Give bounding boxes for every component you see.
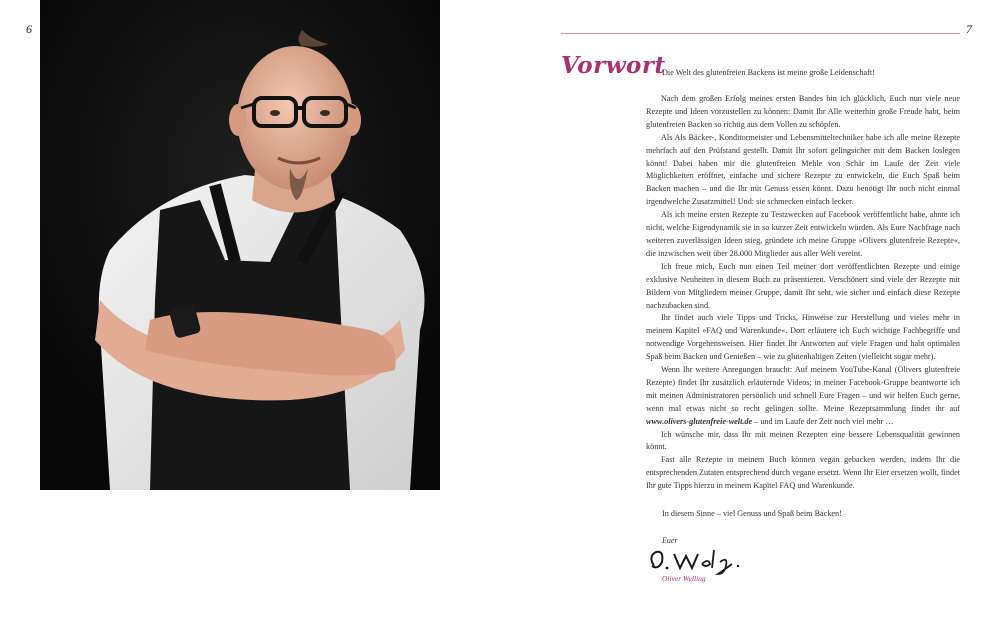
header-rule — [561, 33, 960, 34]
closing-sentence: In diesem Sinne – viel Genuss und Spaß beim Backen! — [662, 509, 842, 518]
handwritten-signature-icon — [646, 544, 756, 576]
body-paragraph — [646, 364, 960, 429]
paragraph-text: Als ich meine ersten Rezepte zu Testzwecken auf Facebook veröffentlicht habe, ahnte ich nicht, welche Eigendynamik sie in so kurzer Zeit entwickeln würden. Als Eure Nachfrage nach weiteren zuverlässigen Ideen stieg, gründete ich meine Gruppe »Olivers glutenfreie Rezepte«, die inzwischen weit über 28.000 Mitglieder aus aller Welt vereint. — [646, 210, 960, 258]
paragraph-text: Als Als Bäcker-, Konditormeister und Lebensmitteltechniker habe ich alle meine Rezepte mehrfach auf den Prüfstand gestellt. Damit Ihr sofort gelingsicher mit dem Backen loslegen könnt! Dabei haben mir die glutenfreien Mehle von Schär im Laufe der Zeit viele Möglichkeiten eröffnet, einfache und sichere Rezepte zu entwickeln, die Euch Spaß beim Backen machen – und die Ihr mit Genuss essen könnt. Dazu benötigt Ihr noch nicht einmal irgendwelche Zusatzmittel! Und: sie schmecken einfach lecker. — [646, 132, 960, 207]
body-paragraph — [646, 454, 960, 493]
paragraph-text: Fast alle Rezepte in meinem Buch können vegan gebacken werden, indem Ihr die entsprechenden Zutaten entsprechend durch vegane ersetzt. Wenn Ihr Eier ersetzen wollt, findet Ihr gute Tipps hierzu in meinem Kapitel FAQ und Warenkunde. — [646, 455, 960, 491]
signer-name: Oliver Welling — [662, 574, 706, 583]
paragraph-text: Nach dem großen Erfolg meines ersten Bandes bin ich glücklich, Euch nun viele neue Rezepte und Ideen vorzustellen zu können: Damit Ihr Alle weiterhin große Freude habt, beim glutenfreien Backen so richtig aus dem Vollen zu schöpfen. — [646, 94, 960, 129]
lead-sentence: Die Welt des glutenfreien Backens ist meine große Leidenschaft! — [662, 68, 875, 77]
body-paragraph — [646, 312, 960, 364]
body-paragraph — [646, 429, 960, 455]
body-paragraph — [646, 209, 960, 261]
paragraph-text: Ich wünsche mir, dass Ihr mit meinen Rezepten eine bessere Lebensqualität gewinnen könnt. — [646, 429, 960, 452]
website-link-text: www.olivers-glutenfreie-welt.de — [646, 416, 753, 426]
paragraph-text: – und im Laufe der Zeit noch viel mehr … — [752, 416, 894, 426]
body-paragraph — [646, 132, 960, 209]
paragraph-text: Ihr findet auch viele Tipps und Tricks, Hinweise zur Herstellung und vieles mehr in meinem Kapitel »FAQ und Warenkunde«. Dort erläutere ich Euch wichtige Fachbegriffe und notwendige Vorgehensweisen. Hier findet Ihr Antworten auf viele Fragen und habt optimalen Spaß beim Backen und Genießen – wie zu glutenhaltigen Zeiten (vielleicht sogar mehr). — [646, 313, 960, 362]
paragraph-text: Ich freue mich, Euch nun einen Teil meiner dort veröffentlichten Rezepte und einige exklusive Neuheiten in diesem Buch zu präsentieren. Verschönert sind viele der Rezepte mit Bildern von Mitgliedern meiner Gruppe, damit Ihr seht, wie sicher und einfach diese Rezepte nachzubacken sind. — [646, 261, 960, 310]
paragraph-text: Wenn Ihr weitere Anregungen braucht: Auf meinem YouTube-Kanal (Olivers glutenfreie Rezepte) findet Ihr zusätzlich erläuternde Videos; in meiner Facebook-Gruppe beantworte ich mit meinen Administratoren persönlich und schnell Eure Fragen – und wir helfen Euch gerne, wenn mal etwas nicht so recht gelingen sollte. Meine Rezeptsammlung findet ihr auf — [646, 365, 960, 413]
salutation: Euer — [662, 536, 678, 545]
chef-portrait-photo — [40, 0, 440, 490]
page-number-left: 6 — [26, 22, 32, 36]
chef-portrait-icon — [40, 0, 440, 490]
body-paragraph — [646, 93, 960, 132]
foreword-body — [646, 93, 960, 493]
page-title: Vorwort — [561, 52, 666, 79]
page-number-right: 7 — [966, 22, 972, 36]
body-paragraph — [646, 261, 960, 313]
